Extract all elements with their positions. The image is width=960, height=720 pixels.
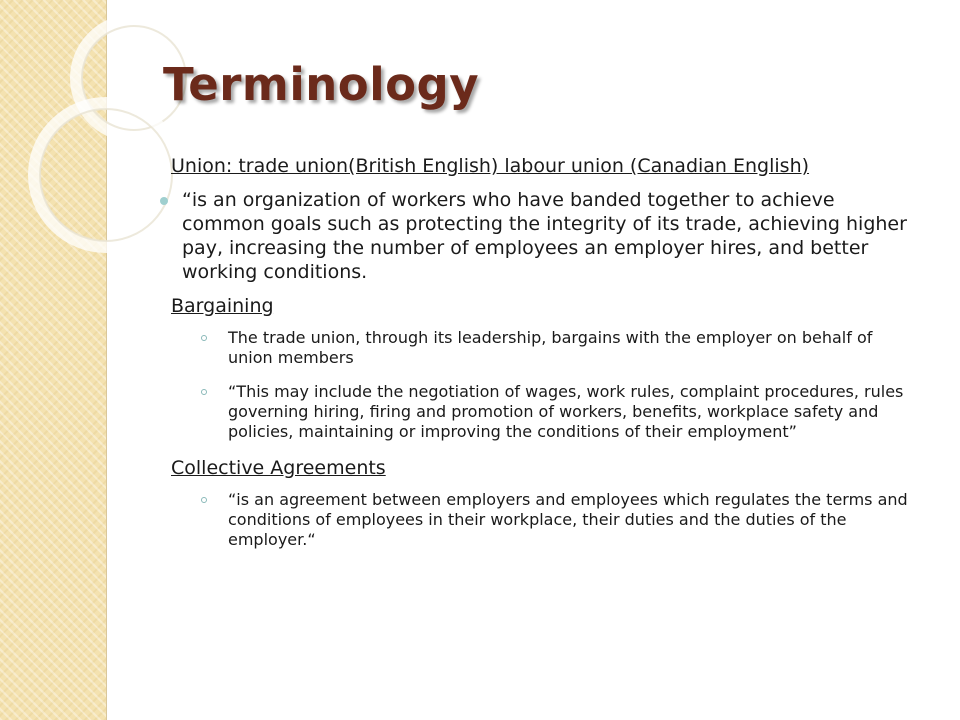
bargaining-bullet-1-text: The trade union, through its leadership, bargains with the employer on behalf of union members [228, 328, 873, 367]
union-definition-bullet [171, 188, 921, 284]
slide-title: Terminology [163, 58, 480, 111]
collective-agreements-bullet-text: “is an agreement between employers and employees which regulates the terms and conditions of employees in their workplace, their duties and the duties of the employer.“ [228, 490, 908, 549]
heading-bargaining: Bargaining [171, 295, 274, 317]
heading-union: Union: trade union(British English) labour union (Canadian English) [171, 155, 810, 177]
bargaining-bullet-1 [171, 328, 921, 368]
sub-bullet-ring-icon [201, 497, 207, 503]
heading-collective-agreements: Collective Agreements [171, 457, 386, 479]
sub-bullet-ring-icon [201, 389, 207, 395]
slide-content [171, 154, 921, 564]
bargaining-bullet-2-text: “This may include the negotiation of wages, work rules, complaint procedures, rules governing hiring, firing and promotion of workers, benefits, workplace safety and policies, maintaining or improving the conditions of their employment” [228, 382, 904, 441]
sub-bullet-ring-icon [201, 335, 207, 341]
bullet-dot-icon [160, 197, 168, 205]
bargaining-bullet-2 [171, 382, 921, 442]
union-definition-text: “is an organization of workers who have banded together to achieve common goals such as protecting the integrity of its trade, achieving higher pay, increasing the number of employees an employer hires, and better working conditions. [182, 189, 907, 283]
collective-agreements-bullet [171, 490, 921, 550]
